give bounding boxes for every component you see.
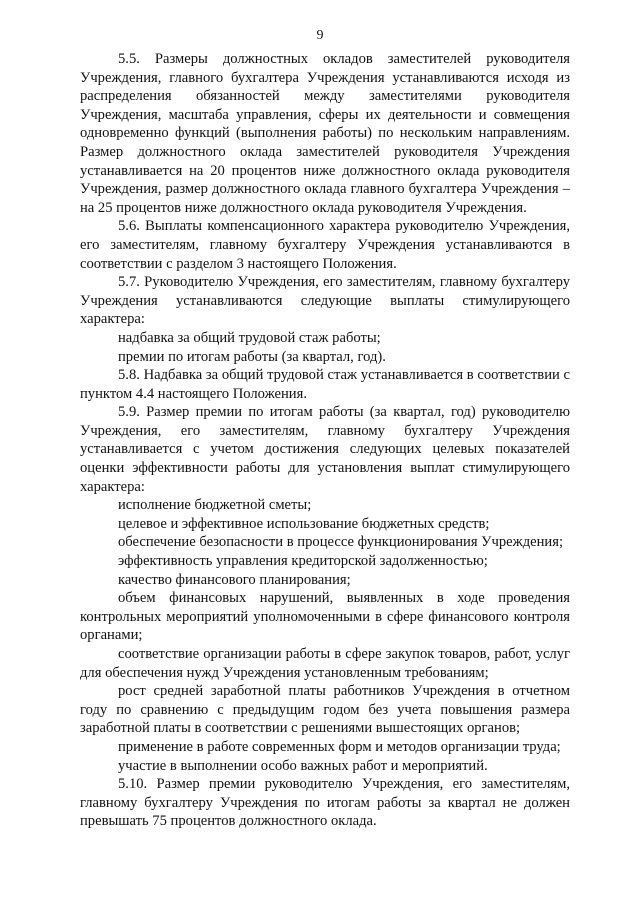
list-item: применение в работе современных форм и методов организации труда; (118, 738, 561, 755)
list-item: исполнение бюджетной сметы; (118, 497, 312, 514)
list-item: обеспечение безопасности в процессе функционирования Учреждения; (118, 534, 563, 551)
document-body (80, 50, 570, 831)
list-item: объем финансовых нарушений, выявленных в ходе проведения контрольных мероприятий уполномоченными в сфере финансового контроля органами; (80, 590, 570, 644)
list-item: участие в выполнении особо важных работ и мероприятий. (118, 757, 488, 774)
list-item: премии по итогам работы (за квартал, год). (118, 348, 386, 365)
list-item: надбавка за общий трудовой стаж работы; (118, 329, 381, 346)
list-item: эффективность управления кредиторской задолженностью; (118, 553, 488, 570)
paragraph-5-5: 5.5. Размеры должностных окладов заместителей руководителя Учреждения, главного бухгалтера Учреждения устанавливаются исходя из распределения обязанностей между заместителями руководителя Учреждения, масштаба управления, сферы их деятельности и совмещения одновременно функций (выполнения работы) по нескольким направлениям. Размер должностного оклада заместителей руководителя Учреждения устанавливается на 20 процентов ниже должностного оклада руководителя Учреждения, размер должностного оклада главного бухгалтера Учреждения – на 25 процентов ниже должностного оклада руководителя Учреждения. (80, 51, 570, 216)
list-item: рост средней заработной платы работников Учреждения в отчетном году по сравнению с предыдущим годом без учета повышения размера заработной платы в соответствии с решениями вышестоящих органов; (80, 683, 570, 737)
page-number: 9 (316, 28, 324, 43)
paragraph-5-9: 5.9. Размер премии по итогам работы (за квартал, год) руководителю Учреждения, его заместителям, главному бухгалтеру Учреждения устанавливается с учетом достижения следующих целевых показателей оценки эффективности работы для установления выплат стимулирующего характера: (80, 404, 570, 495)
list-item: качество финансового планирования; (118, 571, 351, 588)
paragraph-5-10: 5.10. Размер премии руководителю Учреждения, его заместителям, главному бухгалтеру Учреждения по итогам работы за квартал не должен превышать 75 процентов должностного оклада. (80, 776, 570, 830)
paragraph-5-8: 5.8. Надбавка за общий трудовой стаж устанавливается в соответствии с пунктом 4.4 настоящего Положения. (80, 367, 570, 402)
list-item: соответствие организации работы в сфере закупок товаров, работ, услуг для обеспечения нужд Учреждения установленным требованиям; (80, 646, 570, 681)
list-item: целевое и эффективное использование бюджетных средств; (118, 515, 490, 532)
paragraph-5-7: 5.7. Руководителю Учреждения, его заместителям, главному бухгалтеру Учреждения устанавливаются следующие выплаты стимулирующего характера: (80, 274, 570, 328)
paragraph-5-6: 5.6. Выплаты компенсационного характера руководителю Учреждения, его заместителям, главному бухгалтеру Учреждения устанавливаются в соответствии с разделом 3 настоящего Положения. (80, 218, 570, 272)
